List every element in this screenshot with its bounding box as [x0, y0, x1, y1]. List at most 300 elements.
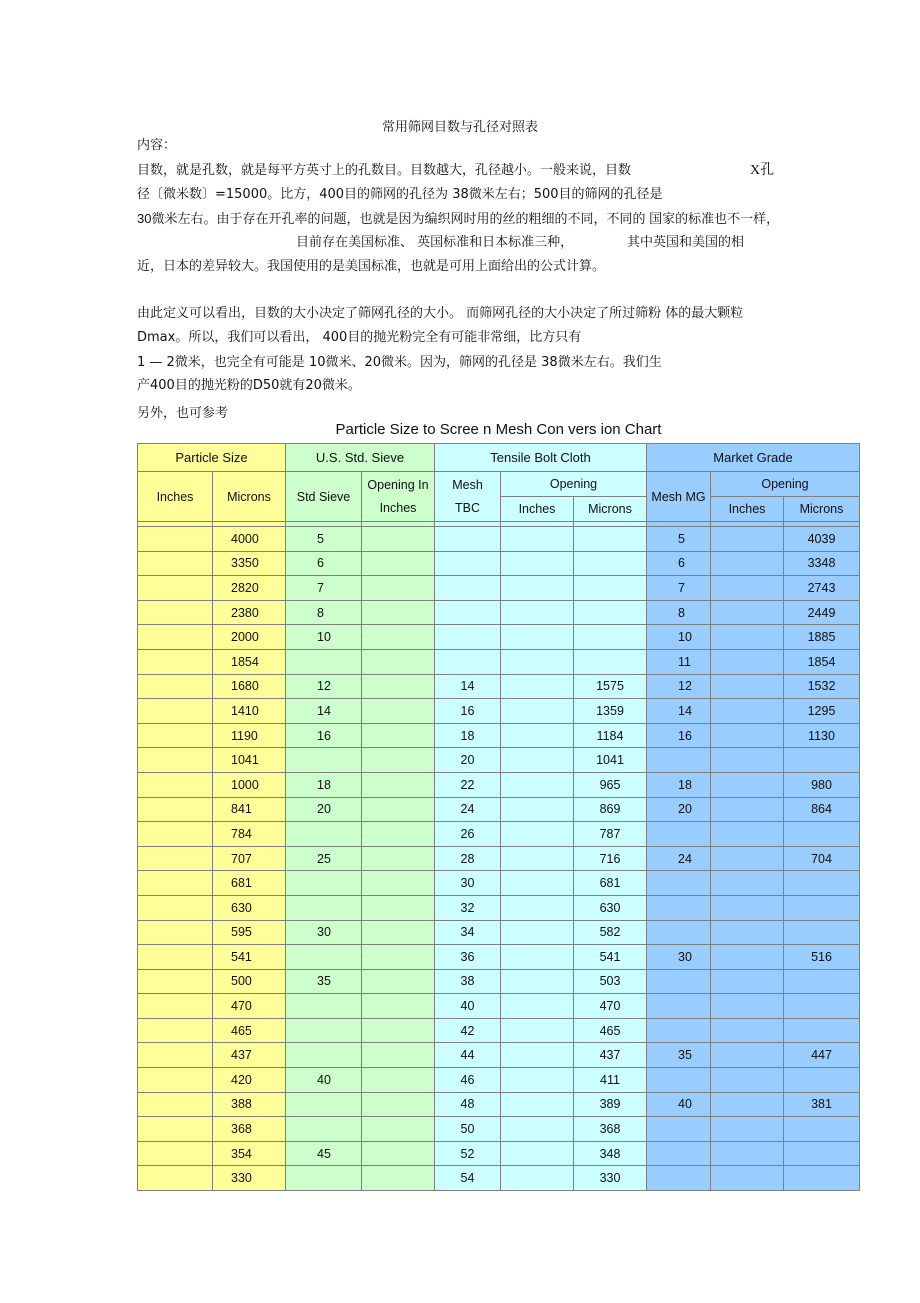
cell-tbc-opening-microns	[574, 625, 647, 650]
cell-std-sieve: 8	[286, 600, 362, 625]
cell-particle-microns: 500	[213, 969, 286, 994]
cell-tbc-mesh: 32	[435, 895, 501, 920]
cell-mesh-mg: 11	[647, 649, 711, 674]
cell-tbc-mesh: 46	[435, 1068, 501, 1093]
para1-line5: 近，日本的差异较大。我国使用的是美国标准，也就是可用上面给出的公式计算。	[137, 259, 606, 274]
cell-particle-microns: 707	[213, 846, 286, 871]
header-us-std-sieve: U.S. Std. Sieve	[286, 444, 435, 472]
cell-tbc-opening-microns: 389	[574, 1092, 647, 1117]
cell-mesh-mg	[647, 1018, 711, 1043]
cell-tbc-opening-inches	[501, 1018, 574, 1043]
header-mesh-text: Mesh	[452, 477, 483, 492]
cell-mesh-mg	[647, 994, 711, 1019]
cell-tbc-mesh: 40	[435, 994, 501, 1019]
table-row	[138, 1141, 860, 1166]
table-row	[138, 969, 860, 994]
cell-particle-microns: 2820	[213, 576, 286, 601]
cell-tbc-opening-microns: 348	[574, 1141, 647, 1166]
header-mg-microns: Microns	[784, 497, 860, 522]
cell-particle-inches	[138, 649, 213, 674]
header-opening-inches-text: Inches	[379, 500, 417, 515]
cell-mg-opening-microns: 980	[784, 772, 860, 797]
cell-mg-opening-microns: 1885	[784, 625, 860, 650]
cell-mg-opening-inches	[711, 895, 784, 920]
cell-sieve-opening-inches	[362, 822, 435, 847]
para1-line3: 30微米左右。由于存在开孔率的问题，也就是因为编织网时用的丝的粗细的不同，不同的 国家的标准也不一样，	[137, 211, 780, 226]
cell-tbc-mesh: 14	[435, 674, 501, 699]
table-row	[138, 1043, 860, 1068]
cell-mesh-mg: 5	[647, 527, 711, 552]
cell-sieve-opening-inches	[362, 576, 435, 601]
cell-particle-microns: 465	[213, 1018, 286, 1043]
cell-particle-microns: 368	[213, 1117, 286, 1142]
cell-tbc-mesh: 20	[435, 748, 501, 773]
cell-sieve-opening-inches	[362, 600, 435, 625]
cell-sieve-opening-inches	[362, 797, 435, 822]
cell-mg-opening-inches	[711, 871, 784, 896]
table-row	[138, 772, 860, 797]
cell-particle-inches	[138, 551, 213, 576]
cell-particle-microns: 541	[213, 945, 286, 970]
cell-tbc-mesh: 26	[435, 822, 501, 847]
cell-mg-opening-inches	[711, 846, 784, 871]
cell-particle-microns: 1041	[213, 748, 286, 773]
header-tbc-opening: Opening	[501, 472, 647, 497]
cell-particle-inches	[138, 1018, 213, 1043]
para2-line1: 由此定义可以看出，目数的大小决定了筛网孔径的大小。 而筛网孔径的大小决定了所过筛粉 体的最大颗粒	[137, 306, 744, 321]
table-row	[138, 871, 860, 896]
cell-tbc-opening-inches	[501, 797, 574, 822]
cell-mg-opening-inches	[711, 1141, 784, 1166]
cell-std-sieve: 35	[286, 969, 362, 994]
cell-tbc-opening-inches	[501, 1043, 574, 1068]
header-mg-opening: Opening	[711, 472, 860, 497]
para1-text-a: 目数，就是孔数，就是每平方英寸上的孔数目。目数越大，孔径越小。一般来说，目数	[137, 163, 632, 178]
cell-tbc-mesh: 52	[435, 1141, 501, 1166]
cell-mesh-mg	[647, 1166, 711, 1191]
cell-tbc-opening-inches	[501, 748, 574, 773]
cell-tbc-mesh: 28	[435, 846, 501, 871]
table-row	[138, 1068, 860, 1093]
cell-std-sieve	[286, 1018, 362, 1043]
header-opening-in-inches	[362, 472, 435, 522]
table-body	[138, 527, 860, 1191]
cell-tbc-opening-inches	[501, 994, 574, 1019]
para1-line2: 径〔微米数〕=15000。比方，400目的筛网的孔径为 38微米左右；500目的筛网的孔径是	[137, 187, 663, 202]
cell-std-sieve	[286, 822, 362, 847]
table-row	[138, 994, 860, 1019]
cell-particle-inches	[138, 895, 213, 920]
cell-sieve-opening-inches	[362, 674, 435, 699]
table-row	[138, 748, 860, 773]
cell-tbc-opening-microns: 503	[574, 969, 647, 994]
para1-text-d: 其中英国和美国的相	[627, 235, 745, 250]
cell-mg-opening-microns	[784, 1166, 860, 1191]
cell-std-sieve: 18	[286, 772, 362, 797]
cell-tbc-opening-inches	[501, 772, 574, 797]
cell-particle-inches	[138, 748, 213, 773]
table-row	[138, 895, 860, 920]
cell-sieve-opening-inches	[362, 551, 435, 576]
cell-tbc-opening-microns	[574, 576, 647, 601]
cell-tbc-opening-inches	[501, 625, 574, 650]
table-row	[138, 527, 860, 552]
cell-sieve-opening-inches	[362, 625, 435, 650]
cell-tbc-opening-inches	[501, 920, 574, 945]
table-row	[138, 945, 860, 970]
cell-tbc-opening-inches	[501, 551, 574, 576]
table-row	[138, 551, 860, 576]
cell-mg-opening-microns	[784, 822, 860, 847]
table-row	[138, 1166, 860, 1191]
cell-mesh-mg: 30	[647, 945, 711, 970]
cell-std-sieve	[286, 945, 362, 970]
cell-mg-opening-microns: 2743	[784, 576, 860, 601]
header-microns: Microns	[213, 472, 286, 522]
table-row	[138, 797, 860, 822]
cell-particle-inches	[138, 1092, 213, 1117]
header-tbc-text: TBC	[455, 500, 480, 515]
cell-mesh-mg: 7	[647, 576, 711, 601]
cell-particle-microns: 1680	[213, 674, 286, 699]
cell-tbc-opening-microns: 1575	[574, 674, 647, 699]
cell-particle-inches	[138, 1141, 213, 1166]
cell-tbc-opening-microns: 330	[574, 1166, 647, 1191]
cell-std-sieve	[286, 871, 362, 896]
cell-mesh-mg	[647, 969, 711, 994]
cell-sieve-opening-inches	[362, 994, 435, 1019]
table-row	[138, 649, 860, 674]
para1-text-c: 目前存在美国标准、 英国标准和日本标准三种，	[296, 235, 574, 250]
cell-tbc-opening-inches	[501, 871, 574, 896]
cell-mg-opening-microns	[784, 1141, 860, 1166]
header-market-grade: Market Grade	[647, 444, 860, 472]
cell-mesh-mg: 6	[647, 551, 711, 576]
cell-std-sieve: 7	[286, 576, 362, 601]
cell-tbc-mesh	[435, 527, 501, 552]
cell-mg-opening-microns: 864	[784, 797, 860, 822]
cell-mg-opening-microns: 1854	[784, 649, 860, 674]
table-row	[138, 1018, 860, 1043]
cell-mg-opening-inches	[711, 969, 784, 994]
cell-particle-inches	[138, 797, 213, 822]
cell-tbc-mesh: 34	[435, 920, 501, 945]
cell-particle-inches	[138, 871, 213, 896]
cell-mesh-mg: 16	[647, 723, 711, 748]
para3: 另外，也可参考	[137, 406, 229, 421]
header-opening-in-text: Opening In	[367, 477, 429, 492]
cell-tbc-mesh: 48	[435, 1092, 501, 1117]
cell-mg-opening-microns: 516	[784, 945, 860, 970]
cell-mg-opening-microns: 1130	[784, 723, 860, 748]
cell-sieve-opening-inches	[362, 871, 435, 896]
cell-particle-microns: 388	[213, 1092, 286, 1117]
cell-tbc-opening-microns: 787	[574, 822, 647, 847]
cell-mesh-mg: 35	[647, 1043, 711, 1068]
cell-tbc-mesh	[435, 551, 501, 576]
table-row	[138, 600, 860, 625]
cell-particle-inches	[138, 920, 213, 945]
cell-mg-opening-inches	[711, 1018, 784, 1043]
cell-particle-inches	[138, 1043, 213, 1068]
table-row	[138, 699, 860, 724]
table-row	[138, 723, 860, 748]
cell-particle-inches	[138, 576, 213, 601]
cell-tbc-mesh: 16	[435, 699, 501, 724]
cell-tbc-opening-inches	[501, 649, 574, 674]
cell-mg-opening-inches	[711, 772, 784, 797]
cell-std-sieve: 14	[286, 699, 362, 724]
para1-text-b: X孔	[750, 163, 775, 178]
cell-particle-inches	[138, 527, 213, 552]
cell-particle-inches	[138, 994, 213, 1019]
chart-title: Particle Size to Scree n Mesh Con vers ion Chart	[335, 421, 662, 438]
header-particle-size: Particle Size	[138, 444, 286, 472]
cell-tbc-mesh: 22	[435, 772, 501, 797]
table-row	[138, 625, 860, 650]
cell-particle-inches	[138, 945, 213, 970]
cell-particle-microns: 3350	[213, 551, 286, 576]
cell-tbc-opening-microns: 716	[574, 846, 647, 871]
cell-mg-opening-inches	[711, 1092, 784, 1117]
cell-particle-microns: 681	[213, 871, 286, 896]
cell-tbc-opening-microns: 681	[574, 871, 647, 896]
cell-particle-inches	[138, 723, 213, 748]
cell-sieve-opening-inches	[362, 1018, 435, 1043]
cell-tbc-mesh: 18	[435, 723, 501, 748]
cell-sieve-opening-inches	[362, 895, 435, 920]
cell-tbc-opening-inches	[501, 674, 574, 699]
header-mg-inches: Inches	[711, 497, 784, 522]
para1-line1	[137, 159, 775, 183]
cell-tbc-opening-microns: 470	[574, 994, 647, 1019]
table-row	[138, 674, 860, 699]
cell-tbc-opening-inches	[501, 945, 574, 970]
table-row	[138, 822, 860, 847]
table-row	[138, 1092, 860, 1117]
cell-std-sieve	[286, 649, 362, 674]
header-tbc-inches: Inches	[501, 497, 574, 522]
cell-sieve-opening-inches	[362, 748, 435, 773]
cell-mesh-mg	[647, 1117, 711, 1142]
cell-tbc-opening-inches	[501, 1166, 574, 1191]
cell-sieve-opening-inches	[362, 1068, 435, 1093]
cell-mesh-mg	[647, 871, 711, 896]
cell-mesh-mg: 14	[647, 699, 711, 724]
cell-particle-inches	[138, 846, 213, 871]
cell-particle-microns: 420	[213, 1068, 286, 1093]
document-title: 常用筛网目数与孔径对照表	[381, 120, 538, 135]
cell-mesh-mg	[647, 1141, 711, 1166]
cell-std-sieve: 5	[286, 527, 362, 552]
cell-mg-opening-microns	[784, 1117, 860, 1142]
para2-line3: 1 — 2微米，也完全有可能是 10微米、20微米。因为，筛网的孔径是 38微米左右。我们生	[137, 355, 662, 370]
cell-sieve-opening-inches	[362, 649, 435, 674]
cell-tbc-mesh: 42	[435, 1018, 501, 1043]
cell-particle-inches	[138, 1068, 213, 1093]
cell-sieve-opening-inches	[362, 1117, 435, 1142]
cell-mg-opening-inches	[711, 674, 784, 699]
cell-sieve-opening-inches	[362, 945, 435, 970]
cell-mg-opening-microns: 3348	[784, 551, 860, 576]
cell-std-sieve	[286, 994, 362, 1019]
cell-tbc-mesh: 44	[435, 1043, 501, 1068]
cell-mesh-mg	[647, 895, 711, 920]
cell-mg-opening-microns: 704	[784, 846, 860, 871]
cell-tbc-opening-inches	[501, 846, 574, 871]
cell-std-sieve	[286, 1166, 362, 1191]
cell-std-sieve	[286, 748, 362, 773]
para2-line2: Dmax。所以，我们可以看出， 400目的抛光粉完全有可能非常细，比方只有	[137, 330, 582, 345]
cell-mesh-mg: 12	[647, 674, 711, 699]
cell-mesh-mg	[647, 920, 711, 945]
cell-tbc-opening-inches	[501, 576, 574, 601]
cell-particle-microns: 2000	[213, 625, 286, 650]
cell-sieve-opening-inches	[362, 527, 435, 552]
cell-tbc-opening-microns: 630	[574, 895, 647, 920]
cell-mg-opening-microns	[784, 1068, 860, 1093]
cell-tbc-opening-inches	[501, 1141, 574, 1166]
cell-particle-inches	[138, 699, 213, 724]
cell-particle-microns: 1000	[213, 772, 286, 797]
cell-tbc-mesh: 54	[435, 1166, 501, 1191]
cell-particle-inches	[138, 1166, 213, 1191]
cell-tbc-opening-inches	[501, 895, 574, 920]
cell-mg-opening-microns	[784, 1018, 860, 1043]
cell-std-sieve: 40	[286, 1068, 362, 1093]
cell-particle-inches	[138, 772, 213, 797]
cell-mg-opening-microns	[784, 969, 860, 994]
header-mesh-mg: Mesh MG	[647, 472, 711, 522]
cell-std-sieve	[286, 1117, 362, 1142]
cell-particle-microns: 1190	[213, 723, 286, 748]
cell-tbc-mesh: 38	[435, 969, 501, 994]
cell-mg-opening-microns: 2449	[784, 600, 860, 625]
cell-sieve-opening-inches	[362, 1043, 435, 1068]
cell-std-sieve: 6	[286, 551, 362, 576]
cell-tbc-mesh	[435, 576, 501, 601]
cell-mg-opening-inches	[711, 797, 784, 822]
cell-particle-microns: 784	[213, 822, 286, 847]
cell-tbc-opening-microns	[574, 551, 647, 576]
cell-sieve-opening-inches	[362, 969, 435, 994]
cell-particle-microns: 437	[213, 1043, 286, 1068]
cell-particle-inches	[138, 600, 213, 625]
cell-mg-opening-inches	[711, 1117, 784, 1142]
cell-tbc-opening-inches	[501, 1117, 574, 1142]
cell-tbc-mesh: 24	[435, 797, 501, 822]
cell-tbc-opening-inches	[501, 1068, 574, 1093]
cell-std-sieve: 30	[286, 920, 362, 945]
cell-particle-microns: 841	[213, 797, 286, 822]
cell-mesh-mg: 20	[647, 797, 711, 822]
cell-particle-microns: 1854	[213, 649, 286, 674]
cell-mesh-mg: 10	[647, 625, 711, 650]
cell-particle-inches	[138, 822, 213, 847]
header-tbc-microns: Microns	[574, 497, 647, 522]
cell-sieve-opening-inches	[362, 772, 435, 797]
cell-tbc-opening-microns: 437	[574, 1043, 647, 1068]
cell-tbc-mesh	[435, 649, 501, 674]
table-row	[138, 576, 860, 601]
cell-tbc-opening-inches	[501, 822, 574, 847]
cell-tbc-opening-microns: 1184	[574, 723, 647, 748]
cell-particle-microns: 1410	[213, 699, 286, 724]
cell-particle-microns: 4000	[213, 527, 286, 552]
cell-sieve-opening-inches	[362, 1092, 435, 1117]
cell-mg-opening-inches	[711, 723, 784, 748]
cell-std-sieve: 25	[286, 846, 362, 871]
cell-particle-inches	[138, 625, 213, 650]
cell-std-sieve: 20	[286, 797, 362, 822]
table-row	[138, 846, 860, 871]
header-tensile-bolt-cloth: Tensile Bolt Cloth	[435, 444, 647, 472]
cell-tbc-opening-microns	[574, 649, 647, 674]
para2-line4: 产400目的抛光粉的D50就有20微米。	[137, 378, 361, 393]
cell-std-sieve	[286, 895, 362, 920]
cell-std-sieve: 10	[286, 625, 362, 650]
cell-particle-microns: 354	[213, 1141, 286, 1166]
cell-mg-opening-inches	[711, 649, 784, 674]
cell-particle-microns: 595	[213, 920, 286, 945]
cell-std-sieve: 45	[286, 1141, 362, 1166]
cell-tbc-opening-inches	[501, 723, 574, 748]
cell-sieve-opening-inches	[362, 920, 435, 945]
cell-mg-opening-microns: 1295	[784, 699, 860, 724]
cell-mg-opening-inches	[711, 1068, 784, 1093]
cell-particle-microns: 2380	[213, 600, 286, 625]
cell-sieve-opening-inches	[362, 699, 435, 724]
cell-particle-inches	[138, 1117, 213, 1142]
cell-tbc-opening-microns	[574, 600, 647, 625]
cell-mesh-mg	[647, 822, 711, 847]
cell-mg-opening-inches	[711, 576, 784, 601]
cell-particle-inches	[138, 674, 213, 699]
cell-sieve-opening-inches	[362, 846, 435, 871]
cell-mg-opening-microns	[784, 895, 860, 920]
cell-tbc-opening-inches	[501, 699, 574, 724]
cell-tbc-mesh: 50	[435, 1117, 501, 1142]
cell-mesh-mg: 18	[647, 772, 711, 797]
cell-tbc-opening-microns: 368	[574, 1117, 647, 1142]
header-std-sieve: Std Sieve	[286, 472, 362, 522]
cell-mg-opening-microns	[784, 748, 860, 773]
cell-tbc-opening-microns: 1359	[574, 699, 647, 724]
cell-mg-opening-microns: 447	[784, 1043, 860, 1068]
cell-sieve-opening-inches	[362, 723, 435, 748]
cell-mg-opening-inches	[711, 945, 784, 970]
cell-tbc-opening-microns: 465	[574, 1018, 647, 1043]
cell-sieve-opening-inches	[362, 1141, 435, 1166]
cell-mg-opening-inches	[711, 1043, 784, 1068]
cell-mg-opening-inches	[711, 551, 784, 576]
cell-mesh-mg	[647, 748, 711, 773]
cell-mesh-mg: 24	[647, 846, 711, 871]
cell-tbc-opening-microns: 411	[574, 1068, 647, 1093]
cell-tbc-opening-inches	[501, 969, 574, 994]
cell-tbc-mesh	[435, 600, 501, 625]
cell-std-sieve: 12	[286, 674, 362, 699]
cell-mg-opening-microns: 381	[784, 1092, 860, 1117]
cell-mg-opening-inches	[711, 1166, 784, 1191]
cell-mesh-mg: 40	[647, 1092, 711, 1117]
cell-tbc-opening-microns: 869	[574, 797, 647, 822]
table-row	[138, 920, 860, 945]
cell-mg-opening-inches	[711, 920, 784, 945]
cell-tbc-opening-inches	[501, 527, 574, 552]
cell-tbc-opening-microns: 965	[574, 772, 647, 797]
cell-mg-opening-microns	[784, 920, 860, 945]
